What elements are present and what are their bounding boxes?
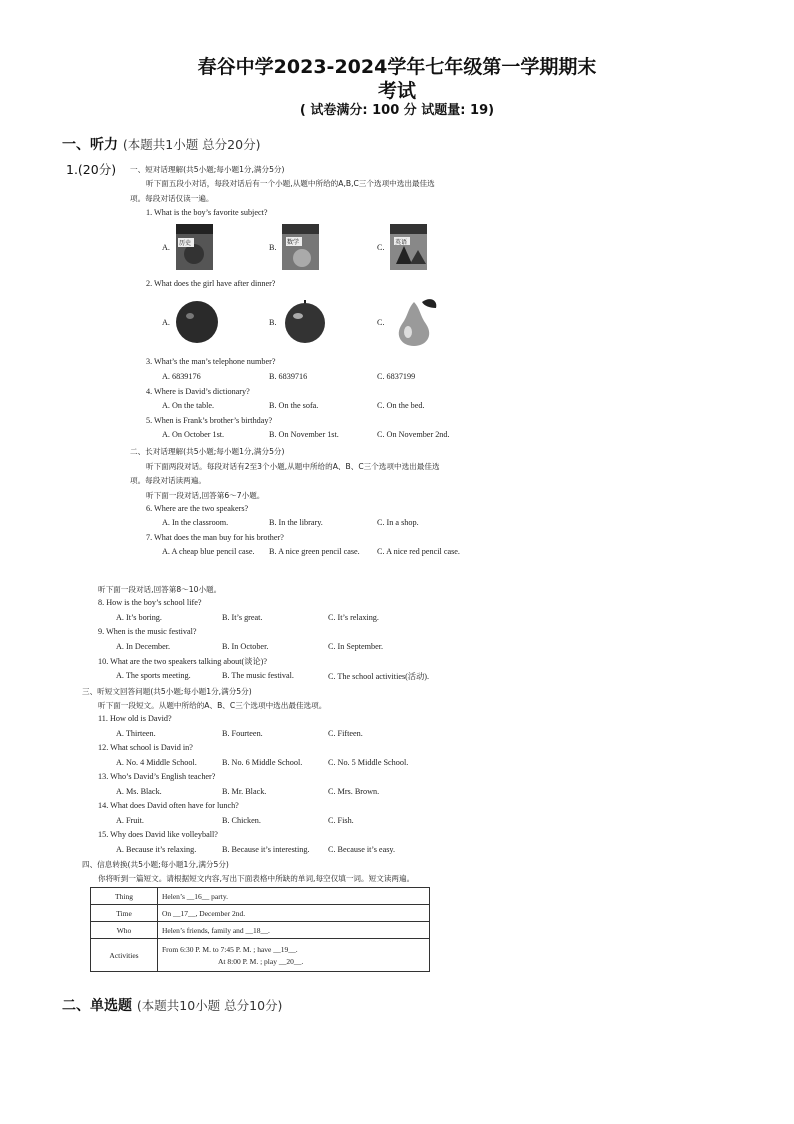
question-number: 1.(20分)	[66, 162, 117, 177]
option: A. No. 4 Middle School.	[116, 758, 197, 767]
section-heading-single-choice	[62, 995, 282, 1015]
option: A. 6839176	[162, 372, 201, 381]
part-c-heading: 三、听短文回答问题(共5小题;每小题1分,满分5分)	[82, 687, 252, 696]
option: B. Mr. Black.	[222, 787, 267, 796]
option: B. In the library.	[269, 518, 323, 527]
question-text: 1. What is the boy’s favorite subject?	[146, 208, 268, 217]
option: A. The sports meeting.	[116, 671, 191, 680]
table-cell-value: On __17__, December 2nd.	[158, 905, 430, 922]
table-row	[91, 922, 430, 939]
option: A. Thirteen.	[116, 729, 156, 738]
option: C. The school activities(活动).	[328, 672, 430, 681]
english-book-image	[390, 224, 427, 270]
option-letter: A.	[162, 243, 170, 252]
exam-subtitle: ( 试卷满分: 100 分 试题量: 19)	[299, 103, 495, 118]
option: A. On October 1st.	[162, 430, 225, 439]
question-text: 2. What does the girl have after dinner?	[146, 279, 276, 288]
question-text: 12. What school is David in?	[98, 743, 193, 752]
table-cell-label: Activities	[91, 939, 158, 972]
question-text: 11. How old is David?	[98, 714, 172, 723]
book-label: 英语	[395, 239, 408, 246]
option: B. On November 1st.	[269, 430, 339, 439]
section-label: 二、单选题	[62, 998, 132, 1014]
part-b-heading: 二、长对话理解(共5小题;每小题1分,满分5分)	[130, 447, 285, 456]
part-d-heading: 四、信息转换(共5小题;每小题1分,满分5分)	[82, 860, 229, 869]
table-cell-value: Helen’s friends, family and __18__.	[158, 922, 430, 939]
question-text: 10. What are the two speakers talking about(谈论)?	[98, 657, 268, 666]
option: A. Because it’s relaxing.	[116, 845, 197, 854]
table-cell-label: Time	[91, 905, 158, 922]
question-text: 14. What does David often have for lunch?	[98, 801, 239, 810]
question-text: 8. How is the boy’s school life?	[98, 598, 202, 607]
table-row	[91, 939, 430, 972]
option: C. Mrs. Brown.	[328, 787, 380, 796]
table-cell-label: Who	[91, 922, 158, 939]
option: B. Chicken.	[222, 816, 261, 825]
option: C. 6837199	[377, 372, 416, 381]
activity-line: From 6:30 P. M. to 7:45 P. M. ; have __19__.	[162, 944, 298, 954]
option: A. A cheap blue pencil case.	[162, 547, 255, 556]
option: A. It’s boring.	[116, 613, 162, 622]
page-title-line2: 考试	[377, 80, 416, 102]
page-title: 春谷中学2023-2024学年七年级第一学期期末	[197, 56, 597, 78]
option: B. On the sofa.	[269, 401, 319, 410]
option-letter: C.	[377, 318, 385, 327]
table-cell-label: Thing	[91, 888, 158, 905]
part-d-instruction: 你将听到一篇短文。请根据短文内容,写出下面表格中所缺的单词,每空仅填一词。短文读两遍。	[98, 874, 415, 883]
table-cell-value	[158, 939, 430, 972]
option-letter: C.	[377, 243, 385, 252]
option: C. On the bed.	[377, 401, 425, 410]
part-b-instruction-3: 听下面一段对话,回答第6～7小题。	[146, 491, 265, 500]
info-table	[90, 887, 430, 972]
option: C. On November 2nd.	[377, 430, 450, 439]
pear-image	[390, 294, 440, 348]
option: A. Ms. Black.	[116, 787, 162, 796]
option: B. A nice green pencil case.	[269, 547, 360, 556]
option: A. In December.	[116, 642, 171, 651]
table-cell-value: Helen’s __16__ party.	[158, 888, 430, 905]
option: C. In September.	[328, 642, 384, 651]
question-text: 4. Where is David’s dictionary?	[146, 387, 250, 396]
option: C. A nice red pencil case.	[377, 547, 460, 556]
option-letter: B.	[269, 318, 277, 327]
section-label: 一、听力	[62, 137, 118, 153]
question-text: 6. Where are the two speakers?	[146, 504, 249, 513]
red-apple-image	[283, 296, 327, 344]
math-book-image	[282, 224, 319, 270]
option-letter: A.	[162, 318, 170, 327]
option: B. The music festival.	[222, 671, 294, 680]
option: B. No. 6 Middle School.	[222, 758, 303, 767]
option: A. Fruit.	[116, 816, 144, 825]
part-a-instruction: 听下面五段小对话，每段对话后有一个小题,从题中所给的A,B,C三个选项中选出最佳选	[146, 179, 435, 188]
option: C. Fifteen.	[328, 729, 363, 738]
part-c-instruction: 听下面一段短文。从题中所给的A、B、C三个选项中选出最佳选项。	[98, 701, 327, 710]
table-row	[91, 905, 430, 922]
table-row	[91, 888, 430, 905]
apple-image	[174, 298, 220, 344]
question-text: 7. What does the man buy for his brother?	[146, 533, 284, 542]
section-heading-listening	[62, 134, 260, 154]
section-meta: (本题共10小题 总分10分)	[136, 998, 283, 1013]
book-label: 数学	[287, 239, 300, 246]
option: C. In a shop.	[377, 518, 419, 527]
book-label: 历史	[179, 240, 192, 247]
question-text: 15. Why does David like volleyball?	[98, 830, 218, 839]
part-b-instruction: 听下面两段对话。每段对话有2至3个小题,从题中所给的A、B、C三个选项中选出最佳选	[146, 462, 440, 471]
option: C. Fish.	[328, 816, 354, 825]
option: B. Fourteen.	[222, 729, 263, 738]
question-text: 13. Who’s David’s English teacher?	[98, 772, 216, 781]
option: C. It’s relaxing.	[328, 613, 379, 622]
option: C. Because it’s easy.	[328, 845, 395, 854]
section-meta: (本题共1小题 总分20分)	[122, 137, 261, 152]
option: B. In October.	[222, 642, 269, 651]
option: B. 6839716	[269, 372, 308, 381]
option-letter: B.	[269, 243, 277, 252]
history-book-image	[176, 224, 213, 270]
option: C. No. 5 Middle School.	[328, 758, 409, 767]
option: B. Because it’s interesting.	[222, 845, 310, 854]
part-b-instruction-2: 项。每段对话读两遍。	[130, 476, 206, 485]
part-a-heading: 一、短对话理解(共5小题;每小题1分,满分5分)	[130, 165, 285, 174]
option: B. It’s great.	[222, 613, 263, 622]
option: A. In the classroom.	[162, 518, 229, 527]
question-text: 5. When is Frank’s brother’s birthday?	[146, 416, 273, 425]
part-a-instruction-2: 项。每段对话仅读一遍。	[130, 194, 214, 203]
option: A. On the table.	[162, 401, 215, 410]
part-b-instruction-4: 听下面一段对话,回答第8～10小题。	[98, 585, 222, 594]
question-text: 3. What’s the man’s telephone number?	[146, 357, 276, 366]
question-text: 9. When is the music festival?	[98, 627, 197, 636]
activity-line: At 8:00 P. M. ; play __20__.	[218, 956, 304, 966]
